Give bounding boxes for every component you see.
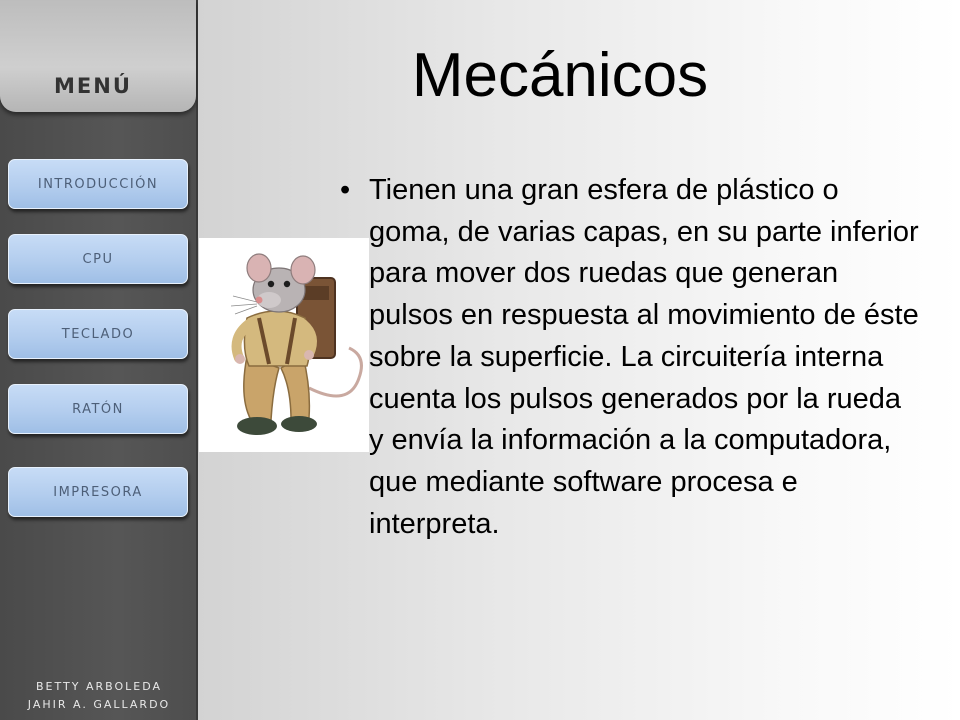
nav-button-cpu[interactable]: [8, 234, 188, 284]
menu-header: [0, 0, 196, 112]
nav-button-label: RATÓN: [72, 401, 124, 417]
slide-title: Mecánicos: [411, 41, 709, 110]
author-name-1: BETTY ARBOLEDA: [35, 680, 163, 693]
bullet-text: Tienen una gran esfera de plástico o goma, de varias capas, en su parte inferior para mover dos ruedas que generan pulsos en respuesta al movimiento de éste sobre la superficie. La circuitería interna cuenta los pulsos generados por la rueda y envía la información a la computadora, que mediante software procesa e interpreta.: [369, 174, 919, 540]
nav-button-introduccion[interactable]: [8, 159, 188, 209]
nav-button-label: CPU: [82, 251, 114, 267]
slide-body: [340, 170, 920, 545]
author-name-2: JAHIR A. GALLARDO: [27, 698, 171, 711]
bullet-point: •: [340, 174, 351, 206]
menu-title: MENÚ: [54, 74, 132, 98]
nav-button-impresora[interactable]: [8, 467, 188, 517]
nav-button-teclado[interactable]: [8, 309, 188, 359]
nav-button-raton[interactable]: [8, 384, 188, 434]
nav-button-label: TECLADO: [61, 326, 135, 342]
nav-button-label: INTRODUCCIÓN: [37, 176, 159, 192]
sidebar: [0, 0, 198, 720]
nav-button-label: IMPRESORA: [53, 484, 143, 500]
